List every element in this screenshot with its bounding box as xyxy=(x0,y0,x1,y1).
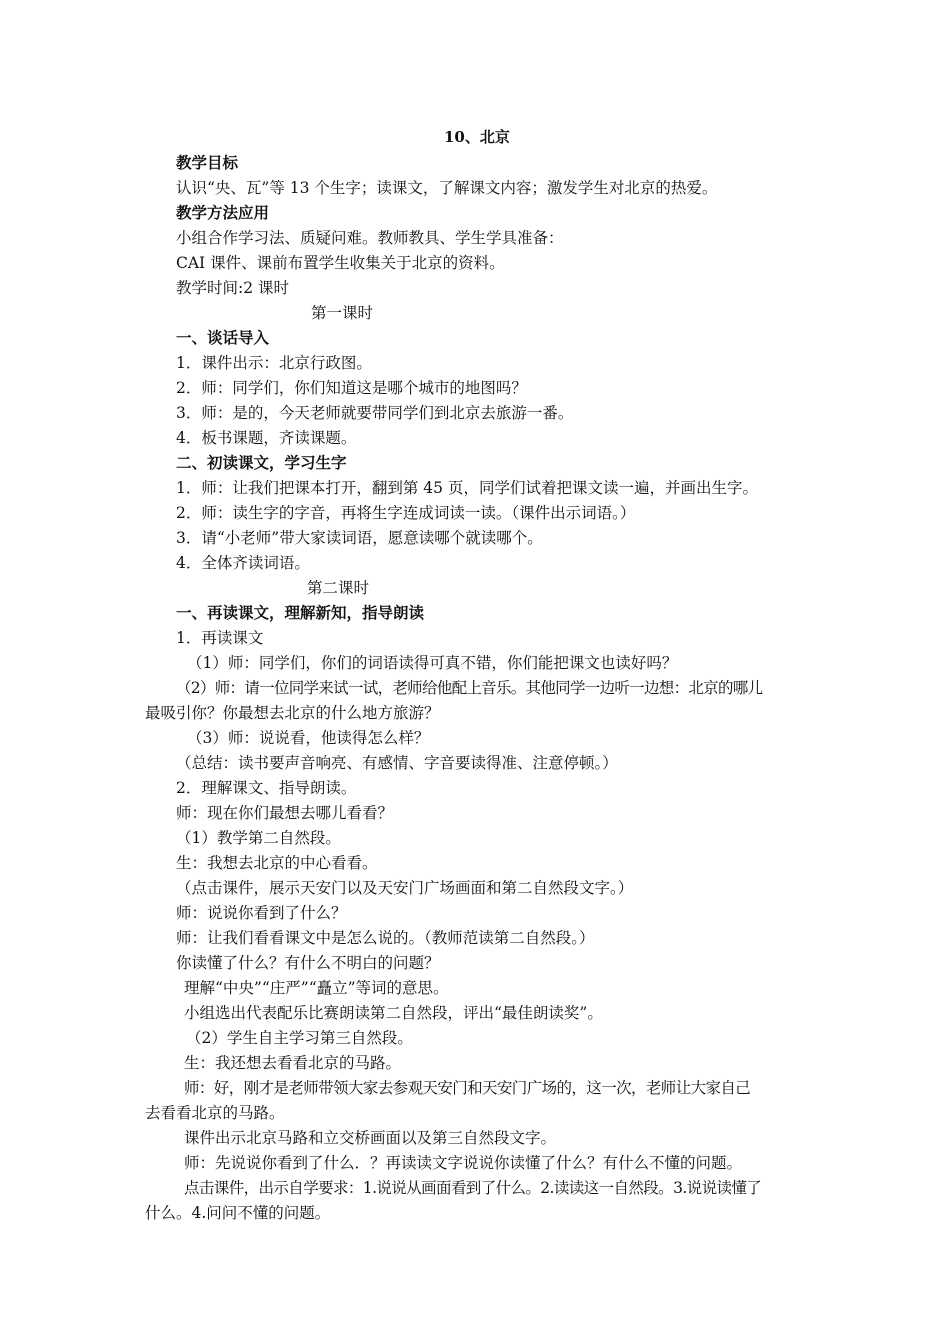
lesson2-item1: 1．再读课文 xyxy=(176,629,264,647)
lesson2-question3: （3）师：说说看，他读得怎么样？ xyxy=(187,729,430,747)
method-text: 小组合作学习法、质疑问难。教师教具、学生学具准备： xyxy=(176,229,564,247)
paragraph2-say: 师：说说你看到了什么？ xyxy=(176,904,347,922)
paragraph2-question: 你读懂了什么？有什么不明白的问题？ xyxy=(176,954,440,972)
lesson2-question2-line1: （2）师：请一位同学来试一试，老师给他配上音乐。其他同学一边听一边想：北京的哪儿 xyxy=(176,679,763,697)
paragraph3-requirements-line1: 点击课件，出示自学要求：1.说说从画面看到了什么。2.读读这一自然段。3.说说读懂了 xyxy=(184,1179,762,1197)
lesson1-heading: 第一课时 xyxy=(311,304,374,322)
lesson1-section1-item: 3．师：是的，今天老师就要带同学们到北京去旅游一番。 xyxy=(176,404,574,422)
lesson1-section2-item: 2．师：读生字的字音，再将生字连成词读一读。（课件出示词语。） xyxy=(176,504,636,522)
lesson1-section2-item: 3．请“小老师”带大家读词语，愿意读哪个就读哪个。 xyxy=(176,529,543,547)
lesson1-section1-item: 2．师：同学们，你们知道这是哪个城市的地图吗？ xyxy=(176,379,527,397)
paragraph2-heading: （1）教学第二自然段。 xyxy=(176,829,341,847)
lesson1-section1-item: 4．板书课题，齐读课题。 xyxy=(176,429,357,447)
paragraph2-read: 师：让我们看看课文中是怎么说的。（教师范读第二自然段。） xyxy=(176,929,595,947)
paragraph2-click: （点击课件，展示天安门以及天安门广场画面和第二自然段文字。） xyxy=(176,879,634,897)
paragraph3-teacher-line2: 去看看北京的马路。 xyxy=(145,1104,285,1122)
lesson2-item2: 2．理解课文、指导朗读。 xyxy=(176,779,357,797)
goal-heading: 教学目标 xyxy=(176,153,239,172)
paragraph3-heading: （2）学生自主学习第三自然段。 xyxy=(186,1029,413,1047)
lesson2-heading: 第二课时 xyxy=(307,579,370,597)
document-title: 10、北京 xyxy=(444,128,510,146)
paragraph3-teacher-line1: 师：好，刚才是老师带领大家去参观天安门和天安门广场的，这一次，老师让大家自己 xyxy=(184,1079,751,1097)
paragraph2-words: 理解“中央”“庄严”“矗立”等词的意思。 xyxy=(184,979,449,997)
goal-text: 认识“央、瓦”等 13 个生字；读课文，了解课文内容；激发学生对北京的热爱。 xyxy=(176,179,718,197)
paragraph2-student: 生：我想去北京的中心看看。 xyxy=(176,854,378,872)
paragraph2-group: 小组选出代表配乐比赛朗读第二自然段，评出“最佳朗读奖”。 xyxy=(184,1004,603,1022)
paragraph3-show: 课件出示北京马路和立交桥画面以及第三自然段文字。 xyxy=(184,1129,557,1147)
lesson2-question2-line2: 最吸引你？你最想去北京的什么地方旅游？ xyxy=(145,704,440,722)
paragraph3-requirements-line2: 什么。4.问问不懂的问题。 xyxy=(145,1204,331,1222)
lesson1-section2-heading: 二、初读课文，学习生字 xyxy=(176,453,347,472)
teacher-ask: 师：现在你们最想去哪儿看看？ xyxy=(176,804,394,822)
lesson1-section1-item: 1．课件出示：北京行政图。 xyxy=(176,354,372,372)
lesson1-section1-heading: 一、谈话导入 xyxy=(176,328,270,347)
lesson2-summary: （总结：读书要声音响亮、有感情、字音要读得准、注意停顿。） xyxy=(176,754,618,772)
lesson1-section2-item: 1．师：让我们把课本打开，翻到第 45 页，同学们试着把课文读一遍，并画出生字。 xyxy=(176,479,758,497)
paragraph3-say: 师：先说说你看到了什么．？再读读文字说说你读懂了什么？有什么不懂的问题。 xyxy=(184,1154,743,1172)
lesson1-section2-item: 4．全体齐读词语。 xyxy=(176,554,310,572)
paragraph3-student: 生：我还想去看看北京的马路。 xyxy=(184,1054,402,1072)
time-text: 教学时间:2 课时 xyxy=(176,279,290,297)
prep-text: CAI 课件、课前布置学生收集关于北京的资料。 xyxy=(176,254,505,272)
lesson2-section1-heading: 一、再读课文，理解新知，指导朗读 xyxy=(176,603,425,622)
lesson2-question1: （1）师：同学们，你们的词语读得可真不错，你们能把课文也读好吗？ xyxy=(187,654,678,672)
method-heading: 教学方法应用 xyxy=(176,203,270,222)
